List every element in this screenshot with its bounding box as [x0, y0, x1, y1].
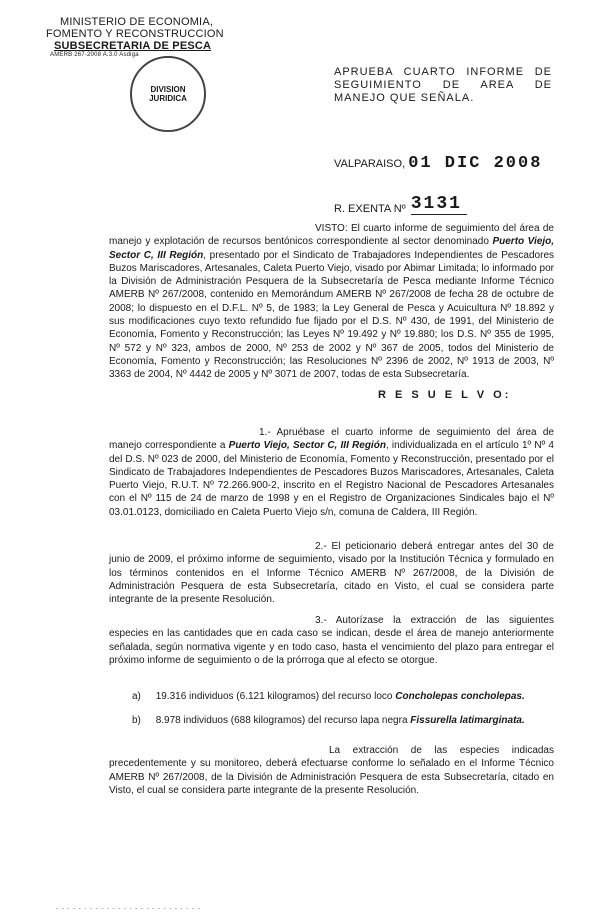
exenta-line: [334, 194, 467, 215]
item-b-species: Fissurella latimarginata.: [410, 715, 525, 726]
article-1-sector: Puerto Viejo, Sector C, III Región: [228, 440, 386, 452]
exenta-label: R. EXENTA Nº: [334, 203, 406, 215]
item-a-species: Concholepas concholepas.: [395, 691, 525, 702]
visto-sector: Puerto Viejo, Sector C, III Región: [109, 236, 554, 261]
article-1-lead: 1.- Apruébase el cuarto informe de seguimiento del área de manejo correspondiente a: [109, 427, 554, 452]
division-juridica-stamp: [130, 56, 206, 132]
visto-text-cont: , presentado por el Sindicato de Trabajadores Independientes de Pescadores Buzos Mariscadores, Artesanales, Caleta Puerto Viejo, visado por Abimar Limitada; lo informado por la División de Administración Pesquera de la Subsecretaría de Pesca mediante Informe Técnico AMERB Nº 267/2008, contenido en Memorándum AMERB Nº 267/2008 de fecha 28 de octubre de 2008; lo dispuesto en el D.F.L. Nº 5, de 1983; la Ley General de Pesca y Acuicultura Nº 18.892 y sus modificaciones cuyo texto refundido fue fijado por el D.S. Nº 430, de 1991, del Ministerio de Economía, Fomento y Reconstrucción; las Leyes Nº 19.492 y Nº 19.880; los D.S. Nº 355 de 1995, Nº 572 y Nº 323, ambos de 2000, Nº 253 de 2002 y Nº 367 de 2005, todos del Ministerio de Economía, Fomento y Reconstrucción; las Resoluciones Nº 2396 de 2002, Nº 1913 de 2003, Nº 3363 de 2004, Nº 4442 de 2005 y Nº 3071 de 2007, todas de esta Subsecretaría.: [109, 249, 555, 381]
letterhead-ministry: MINISTERIO DE ECONOMIA,: [60, 16, 214, 28]
exenta-number: 3131: [410, 194, 462, 214]
item-b-text: 8.978 individuos (688 kilogramos) del recurso lapa negra: [155, 715, 411, 726]
date-value: 01 DIC 2008: [408, 154, 543, 173]
letterhead-reference: AMERB 267-2008 A.3.0 Asdiga: [50, 52, 139, 58]
list-item: [132, 714, 552, 727]
letterhead-ministry-cont: FOMENTO Y RECONSTRUCCION: [46, 28, 224, 40]
list-item: [132, 690, 552, 703]
stamp-line-1: DIVISION: [150, 85, 186, 94]
article-1-rest: , individualizada en el artículo 1º Nº 4 del D.S. Nº 023 de 2000, del Ministerio de Economía, Fomento y Reconstrucción, presentado por el Sindicato de Trabajadores Independientes de Pescadores Buzos Mariscadores, Artesanales, Caleta Puerto Viejo, R.U.T. Nº 72.266.900-2, inscrito en el Registro Nacional de Pescadores Artesanales con el Nº 115 de 24 de marzo de 1998 y en el Registro de Organizaciones Sindicales bajo el Nº 03.01.0123, domiciliado en Caleta Puerto Viejo s/n, comuna de Caldera, III Región.: [109, 440, 554, 518]
article-1: [109, 426, 554, 519]
date-city: VALPARAISO,: [334, 158, 406, 170]
article-3-closing: La extracción de las especies indicadas precedentemente y su monitoreo, deberá efectuarse conforme lo señalado en el Informe Técnico AMERB Nº 267/2008, de la División de Administración Pesquera de esta Subsecretaría, citado en Visto, el cual se considera parte integrante de la presente Resolución.: [109, 745, 554, 796]
visto-text: VISTO: El cuarto informe de seguimiento del área de manejo y explotación de recursos bentónicos correspondiente al sector denominado: [109, 223, 554, 248]
item-b-marker: b): [132, 715, 141, 726]
resolution-title: APRUEBA CUARTO INFORME DE SEGUIMIENTO DE AREA DE MANEJO QUE SEÑALA.: [334, 66, 552, 104]
resuelvo-heading: R E S U E L V O:: [378, 389, 512, 401]
item-a-marker: a): [132, 691, 141, 702]
article-3: 3.- Autorízase la extracción de las siguientes especies en las cantidades que en cada caso se indican, desde el área de manejo anteriormente señalada, según normativa vigente y en todo caso, hasta el vencimiento del plazo para entregar el próximo informe de seguimiento o de la prórroga que al efecto se otorgue.: [109, 615, 554, 666]
visto-paragraph: [109, 222, 554, 382]
article-2: 2.- El peticionario deberá entregar antes del 30 de junio de 2009, el próximo informe de seguimiento, visado por la Institución Técnica y formulado en los términos contenidos en el Informe Técnico AMERB Nº 267/2008, de la División de Administración Pesquera de esta Subsecretaría, citado en Visto, el cual se considera parte integrante de la presente Resolución.: [109, 541, 554, 606]
date-line: [334, 154, 542, 173]
item-a-text: 19.316 individuos (6.121 kilogramos) del recurso loco: [155, 691, 396, 702]
letterhead-subsecretaria: SUBSECRETARIA DE PESCA: [54, 40, 212, 52]
stamp-line-2: JURIDICA: [149, 94, 187, 103]
letterhead: [46, 16, 224, 59]
footer-dashes: - - - - - - - - - - - - - - - - - - - - - - - - - -: [56, 906, 201, 912]
